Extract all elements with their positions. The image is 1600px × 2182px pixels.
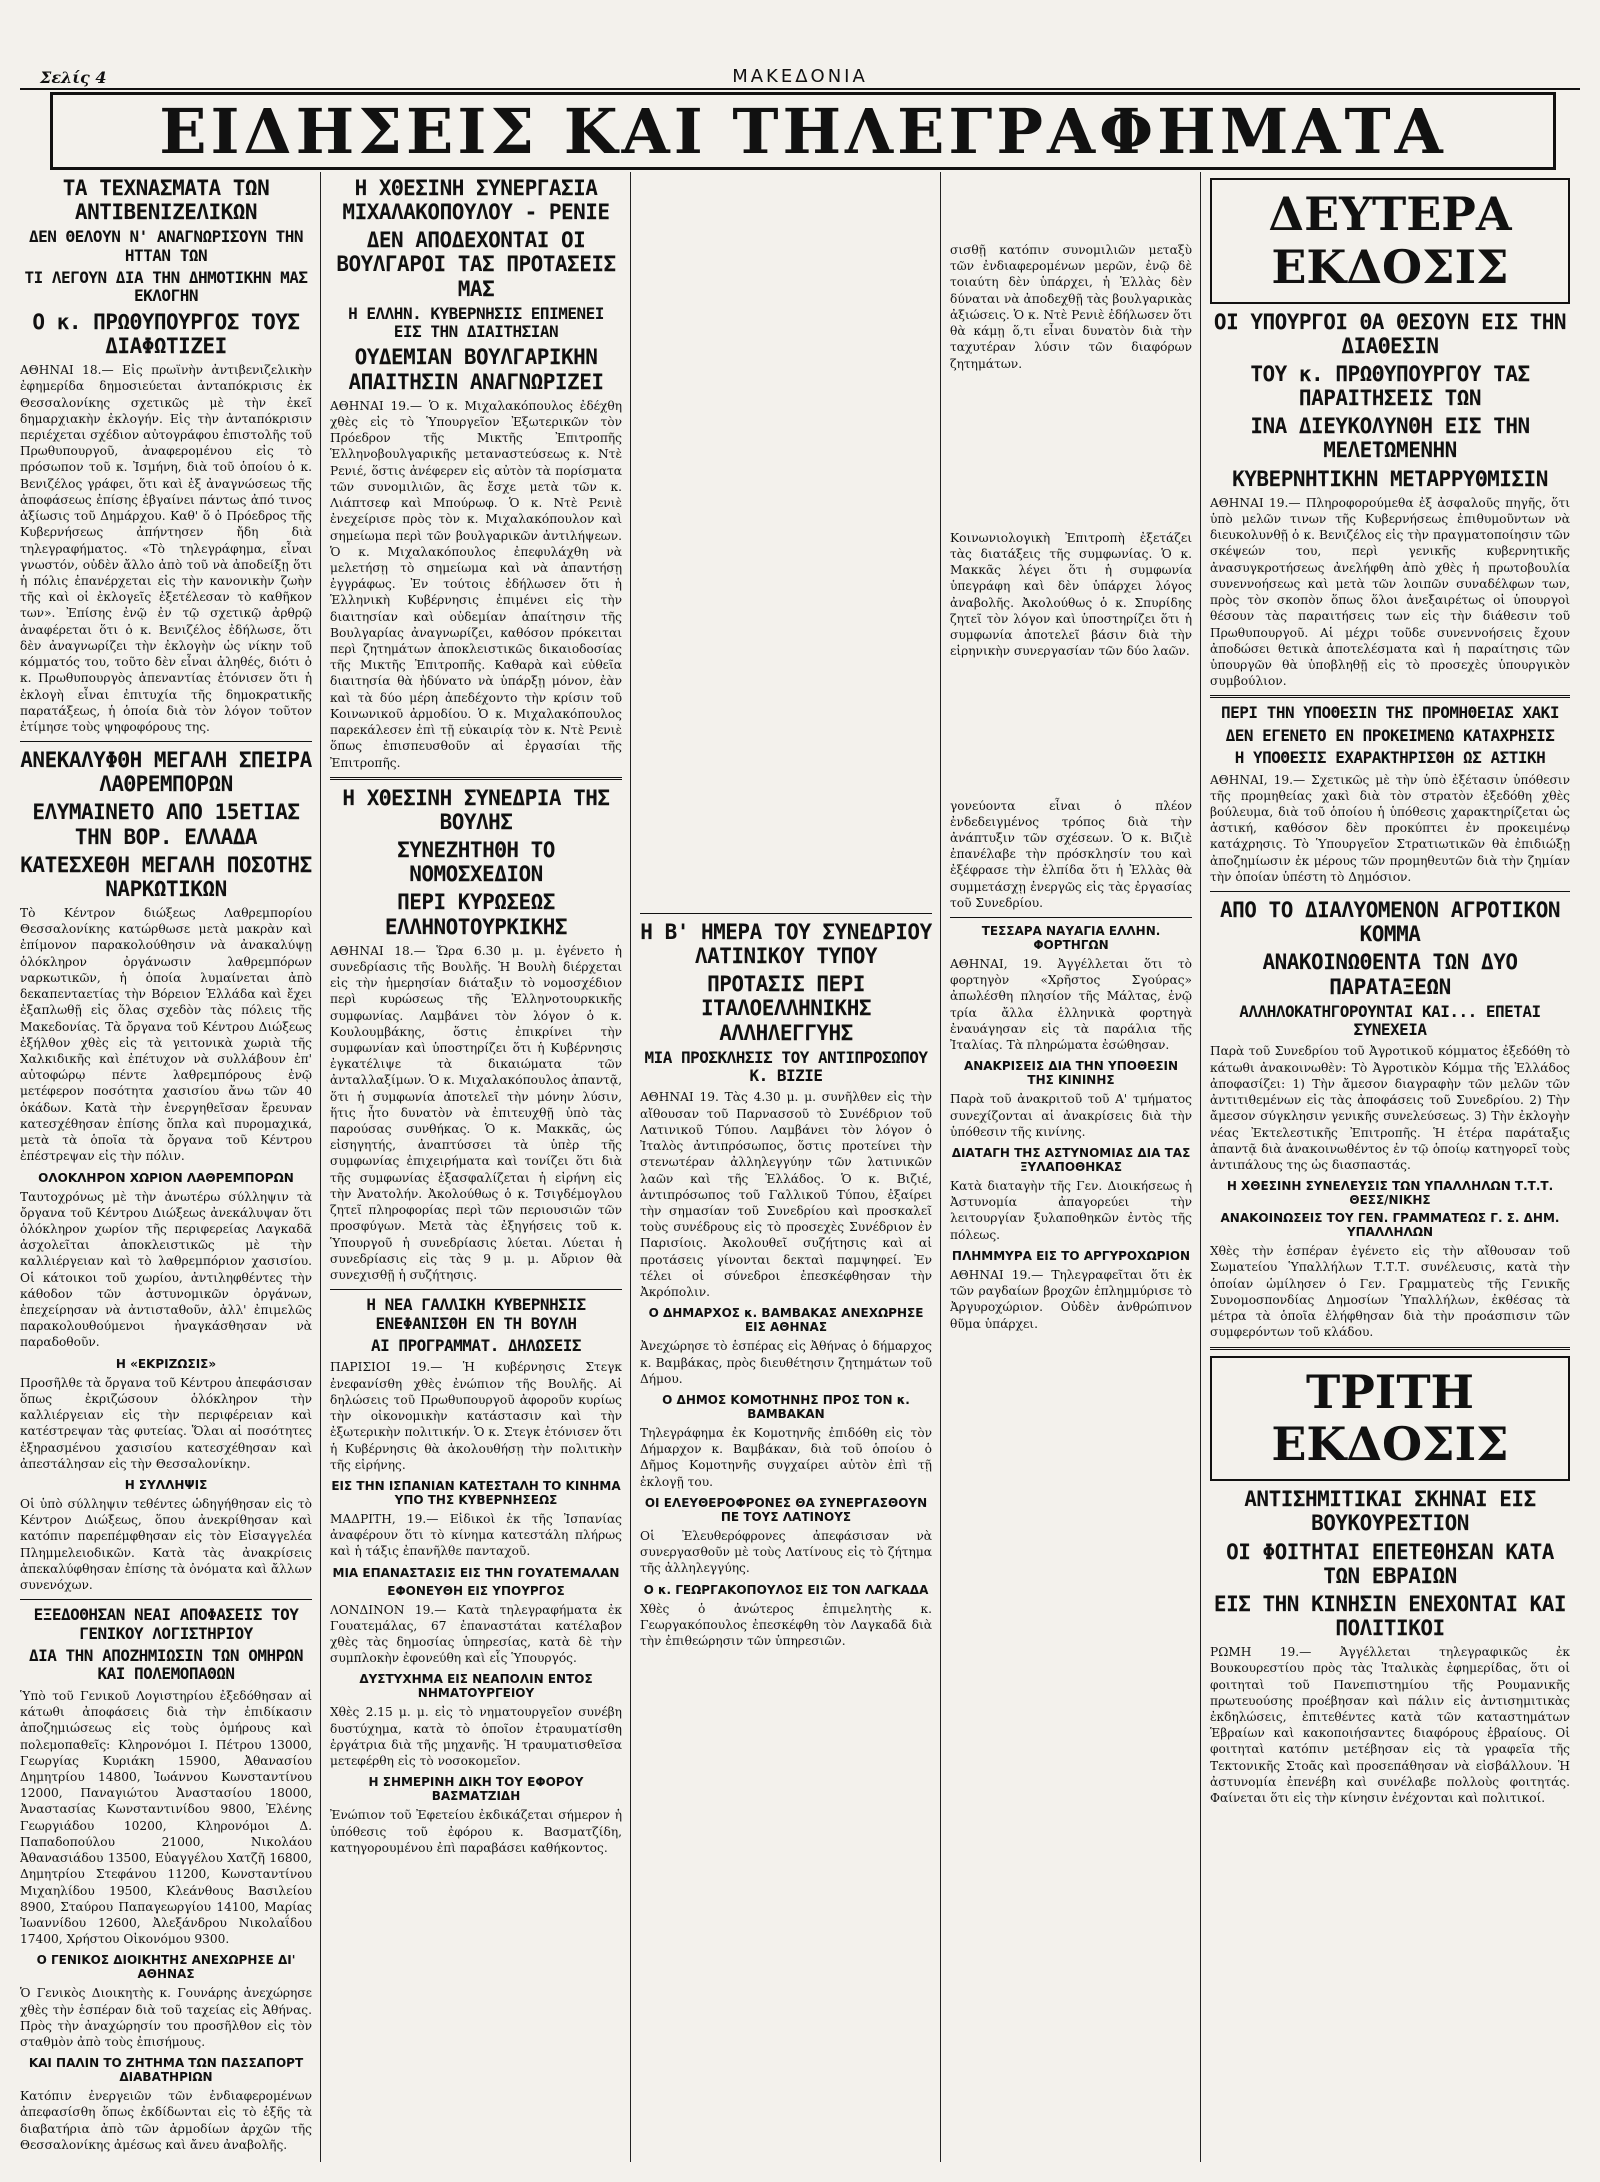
subheadline: Ο κ. ΠΡΩΘΥΠΟΥΡΓΟΣ ΤΟΥΣ ΔΙΑΦΩΤΙΖΕΙ xyxy=(32,309,300,358)
subheadline: ΣΥΝΕΖΗΤΗΘΗ ΤΟ ΝΟΜΟΣΧΕΔΙΟΝ xyxy=(397,838,555,887)
column-separator xyxy=(320,172,321,2162)
column-separator xyxy=(940,172,941,2162)
section-subhead: ΑΝΑΚΟΙΝΩΣΕΙΣ ΤΟΥ ΓΕΝ. ΓΡΑΜΜΑΤΕΩΣ Γ. Σ. ΔΗΜ. ΥΠΑΛΛΗΛΩΝ xyxy=(1220,1211,1560,1240)
column-1 xyxy=(20,172,312,2162)
article-divider xyxy=(20,1599,312,1600)
subheadline: ΠΡΟΤΑΣΙΣ ΠΕΡΙ ΙΤΑΛΟΕΛΛΗΝΙΚΗΣ ΑΛΛΗΛΕΓΓΥΗΣ xyxy=(700,972,871,1045)
article-smuggling-ring xyxy=(20,748,312,1593)
headline: ΑΠΟ ΤΟ ΔΙΑΛΥΟΜΕΝΟΝ ΑΓΡΟΤΙΚΟΝ ΚΟΜΜΑ xyxy=(1219,898,1560,947)
section-subhead: ΕΙΣ ΤΗΝ ΙΣΠΑΝΙΑΝ ΚΑΤΕΣΤΑΛΗ ΤΟ ΚΙΝΗΜΑ ΥΠΟ ΤΗΣ ΚΥΒΕΡΝΗΣΕΩΣ xyxy=(331,1478,621,1507)
article-body: Κατὰ διαταγὴν τῆς Γεν. Διοικήσεως ἡ Ἀστυνομία ἀπαγορεύει τὴν λειτουργίαν ξυλαποθηκῶν ἐντὸς τῆς πόλεως. xyxy=(950,1179,1192,1242)
article-body: ΑΘΗΝΑΙ 19.— Ὁ κ. Μιχαλακόπουλος ἐδέχθη χθὲς εἰς τὸ Ὑπουργεῖον Ἐξωτερικῶν τὸν Πρόεδρον τῆς Μικτῆς Ἐπιτροπῆς Ἑλληνοβουλγαρικῆς μεταναστεύσεως κ. Ντὲ Ρενιέ, ὅστις ἀνέφερεν εἰς αὐτὸν τὰ πορίσματα τῶν συνομιλιῶν, ἃς ἔσχε μετὰ τῶν κ. Λιάπτσεφ καὶ Μπούρωφ. Ὁ κ. Ντὲ Ρενιὲ ἐνεχείρισε πρὸς τὸν κ. Μιχαλακόπουλον καὶ σημείωμα περὶ τῶν βουλγαρικῶν ἀντιλήψεων. Ὁ κ. Μιχαλακόπουλος ἐπεφυλάχθη νὰ μελετήσῃ τὸ σημείωμα καὶ νὰ ἀπαντήσῃ ἐγγράφως. Ἐν τούτοις ἐδήλωσεν ὅτι ἡ Ἑλληνικὴ Κυβέρνησις ἐπιμένει εἰς τὴν διαιτησίαν καὶ οὐδεμίαν ἀπαίτησιν τῆς Βουλγαρίας ἀναγνωρίζει, καθόσον πρόκειται περὶ ζητημάτων ἀποκλειστικῶς δικαιοδοσίας τῆς Μικτῆς Ἐπιτροπῆς. Καθαρὰ καὶ εὐθεῖα διαιτησία θὰ ἠδύνατο νὰ ὑπάρξῃ μόνον, ἐὰν καὶ τὰ δύο μέρη ἀπεδέχοντο τὴν κρίσιν τοῦ Κοινωνικοῦ ἀρμοδίου. Ὁ κ. Μιχαλακόπουλος παρεκάλεσεν ἐπὶ τῇ εὐκαιρίᾳ τὸν κ. Ντὲ Ρενιὲ ὅπως ἐπισπευσθοῦν αἱ ἐργασίαι τῆς Ἐπιτροπῆς. xyxy=(330,398,622,770)
headline: Η ΝΕΑ ΓΑΛΛΙΚΗ ΚΥΒΕΡΝΗΣΙΣ ΕΝΕΦΑΝΙΣΘΗ ΕΝ ΤΗ ΒΟΥΛΗ xyxy=(366,1295,586,1333)
article-body: ΑΘΗΝΑΙ 18.— Ὥρα 6.30 μ. μ. ἐγένετο ἡ συνεδρίασις τῆς Βουλῆς. Ἡ Βουλὴ διέρχεται εἰς τὴν ἡμερησίαν διάταξιν τὸ νομοσχέδιον περὶ κυρώσεως τῆς Ἑλληνοτουρκικῆς συμφωνίας. Λαμβάνει τὸν λόγον ὁ κ. Κουλουμβάκης, ὅστις ἐπικρίνει τὴν συμφωνίαν καὶ ὑποστηρίζει ὅτι ἡ Κυβέρνησις ἐγκατέλιψε τὰ δικαιώματα τῶν ἀνταλλαξίμων. Ὁ κ. Μιχαλακόπουλος ἀπαντᾷ, ὅτι ἡ συμφωνία ἀποτελεῖ τὴν μόνην λύσιν, ἥτις ἦτο δυνατὸν νὰ ἐπιτευχθῇ ὑπὸ τὰς παρούσας συνθήκας. Ὁ κ. Μακκᾶς, ὡς εἰσηγητής, ἀναπτύσσει τὰ ὑπὲρ τῆς συμφωνίας ἐπιχειρήματα καὶ τονίζει ὅτι διὰ τῆς συμφωνίας ἐξασφαλίζεται ἡ εἰρήνη εἰς τὴν Ἀνατολήν. Ἀκολούθως ὁ κ. Τσιγδέμογλου ζητεῖ πληροφορίας περὶ τῶν περιουσιῶν τῶν προσφύγων. Μετὰ τὰς ἐξηγήσεις τοῦ κ. Ὑπουργοῦ ἡ συνεδρίασις λύεται. Λύεται ἡ συνεδρίασις εἰς τὰς 9 μ. μ. Αὔριον θὰ συνεχισθῇ ἡ συζήτησις. xyxy=(330,943,622,1283)
subheadline: ΜΙΑ ΠΡΟΣΚΛΗΣΙΣ ΤΟΥ ΑΝΤΙΠΡΟΣΩΠΟΥ Κ. ΒΙΖΙΕ xyxy=(644,1047,928,1086)
headline: ΠΕΡΙ ΤΗΝ ΥΠΟΘΕΣΙΝ ΤΗΣ ΠΡΟΜΗΘΕΙΑΣ ΧΑΚΙ xyxy=(1221,703,1559,723)
article-divider xyxy=(1210,695,1570,698)
article-divider xyxy=(330,777,622,780)
article-divider xyxy=(330,1289,622,1290)
section-subhead: Ο κ. ΓΕΩΡΓΑΚΟΠΟΥΛΟΣ ΕΙΣ ΤΟΝ ΛΑΓΚΑΔΑ xyxy=(643,1582,929,1597)
article-body: ΑΘΗΝΑΙ 19.— Τηλεγραφεῖται ὅτι ἐκ τῶν ραγδαίων βροχῶν ἐπλημμύρισε τὸ Ἀργυροχώριον. Οὐδὲν ἀνθρώπινον θῦμα ὑπάρχει. xyxy=(950,1267,1192,1331)
article-body: ΑΘΗΝΑΙ 19. Τὰς 4.30 μ. μ. συνῆλθεν εἰς τὴν αἴθουσαν τοῦ Παρνασσοῦ τὸ Συνέδριον τοῦ Λατινικοῦ Τύπου. Λαμβάνει τὸν λόγον ὁ Ἰταλὸς ἀντιπρόσωπος, ὅστις προτείνει τὴν στενωτέραν ἀλληλεγγύην τῶν λατινικῶν λαῶν καὶ τῆς Ἑλλάδος. Ὁ κ. Βιζιέ, ἀντιπρόσωπος τοῦ Γαλλικοῦ Τύπου, ἐξαίρει τὴν σημασίαν τοῦ Συνεδρίου καὶ προσκαλεῖ τοὺς συνέδρους εἰς τὸ προσεχὲς Συνέδριον ἐν Παρισίοις. Ἀκολουθεῖ συζήτησις καὶ αἱ προτάσεις γίνονται δεκταὶ παμψηφεί. Ἐν τέλει οἱ σύνεδροι ἐπεσκέφθησαν τὴν Ἀκρόπολιν. xyxy=(640,1090,932,1300)
article-divider xyxy=(640,913,932,914)
article-body: Τηλεγράφημα ἐκ Κομοτηνῆς ἐπιδόθη εἰς τὸν Δήμαρχον κ. Βαμβάκαν, διὰ τοῦ ὁποίου ὁ Δῆμος Κομοτηνῆς συγχαίρει αὐτὸν ἐπὶ τῇ ἐκλογῇ του. xyxy=(640,1425,932,1489)
headline: Η Β' ΗΜΕΡΑ ΤΟΥ ΣΥΝΕΔΡΙΟΥ ΛΑΤΙΝΙΚΟΥ ΤΥΠΟΥ xyxy=(640,920,932,969)
section-subhead: ΔΙΑΤΑΓΗ ΤΗΣ ΑΣΤΥΝΟΜΙΑΣ ΔΙΑ ΤΑΣ ΞΥΛΑΠΟΘΗΚΑΣ xyxy=(951,1146,1191,1174)
subheadline: ΔΕΝ ΑΠΟΔΕΧΟΝΤΑΙ ΟΙ ΒΟΥΛΓΑΡΟΙ ΤΑΣ ΠΡΟΤΑΣΕΙΣ ΜΑΣ xyxy=(336,228,616,301)
column-3 xyxy=(640,172,932,2162)
headline: ΟΙ ΥΠΟΥΡΓΟΙ ΘΑ ΘΕΣΟΥΝ ΕΙΣ ΤΗΝ ΔΙΑΘΕΣΙΝ xyxy=(1213,309,1567,358)
subheadline: ΕΙΣ ΤΗΝ ΚΙΝΗΣΙΝ ΕΝΕΧΟΝΤΑΙ ΚΑΙ ΠΟΛΙΤΙΚΟΙ xyxy=(1213,1591,1567,1640)
subheadline: ΔΕΝ ΕΓΕΝΕΤΟ ΕΝ ΠΡΟΚΕΙΜΕΝΩ ΚΑΤΑΧΡΗΣΙΣ xyxy=(1225,725,1555,745)
article-body: ΑΘΗΝΑΙ, 19.— Σχετικῶς μὲ τὴν ὑπὸ ἐξέτασιν ὑπόθεσιν τῆς προμηθείας χακὶ διὰ τὸν στρατὸν ἐξεδόθη χθὲς βούλευμα, διὰ τοῦ ὁποίου ἡ ὑπόθεσις χαρακτηρίζεται ὡς ἀστική, καθόσον δὲν προκύπτει ἐν προκειμένῳ κατάχρησις. Τὸ Ὑπουργεῖον Στρατιωτικῶν θὰ ἐπιδιώξῃ ἀποζημίωσιν ἐκ μέρους τῶν προμηθευτῶν διὰ τὴν ζημίαν τὴν ὁποίαν ὑπέστη τὸ Δημόσιον. xyxy=(1210,772,1570,884)
section-subhead: ΟΛΟΚΛΗΡΟΝ ΧΩΡΙΟΝ ΛΑΘΡΕΜΠΟΡΩΝ xyxy=(38,1170,294,1185)
headline: Η ΧΘΕΣΙΝΗ ΣΥΝΕΡΓΑΣΙΑ ΜΙΧΑΛΑΚΟΠΟΥΛΟΥ - ΡΕΝΙΕ xyxy=(342,176,610,225)
article-parliament-session xyxy=(330,786,622,1283)
headline: ΑΝΤΙΣΗΜΙΤΙΚΑΙ ΣΚΗΝΑΙ ΕΙΣ ΒΟΥΚΟΥΡΕΣΤΙΟΝ xyxy=(1244,1487,1536,1536)
article-body: ΑΘΗΝΑΙ 18.— Εἰς πρωϊνὴν ἀντιβενιζελικὴν ἐφημερίδα δημοσιεύεται ἀνταπόκρισις ἐκ Θεσσαλονίκης σχετικῶς μὲ τὴν ἐκεῖ δημαρχιακὴν ἐκλογήν. Εἰς τὴν ἀνταπόκρισιν περιέχεται σχέδιον αὐτογράφου ἐπιστολῆς τοῦ Πρωθυπουργοῦ, ἀναφερομένου εἰς τὸ πρόσωπον τοῦ κ. Ἰσμήνη, διὰ τοῦ ὁποίου ὁ κ. Βενιζέλος γράφει, ὅτι καὶ ἐξ ἀναγνώσεως τῆς ἀποφάσεως ἐπίσης ἐβγαίνει πάντως ἀπό τινος ἀξίωσις τοῦ Δημάρχου. Καθ' ὅ ὁ Πρόεδρος τῆς Κυβερνήσεως ἀπήντησεν ἤδη διὰ τηλεγραφήματος. «Τὸ τηλεγράφημα, εἶναι γνωστόν, οὐδὲν ἄλλο ἀπὸ τοῦ νὰ ἀποδείξῃ ὅτι ἡ πόλις ἐπανέρχεται εἰς τὴν κανονικὴν ζωὴν τῆς καὶ οἱ ἐκλογεῖς ἐξετέλεσαν τὸ καθῆκον των». Ἐπίσης ἐνῷ ἐν τῷ σχετικῷ ἀρθρῷ ἀναφέρεται ὅτι ὁ κ. Βενιζέλος ἐδήλωσε, ὅτι δὲν ἀναγνωρίζει τὴν ἐκλογὴν ὡς νίκην τοῦ κόμματός του, τοῦτο δὲν εἶναι ἀληθές, διότι ὁ κ. Πρωθυπουργὸς ἀπεναντίας ἐτόνισεν ὅτι ἡ ἐκλογὴ εἶναι ἐπιτυχία τῆς δημοκρατικῆς παρατάξεως, ἡ ὁποία διὰ τὸν λόγον τοῦτον ἐτίμησε τοὺς ψηφοφόρους της. xyxy=(20,363,312,734)
section-subhead: Η ΣΗΜΕΡΙΝΗ ΔΙΚΗ ΤΟΥ ΕΦΟΡΟΥ ΒΑΣΜΑΤΖΙΔΗ xyxy=(368,1775,584,1804)
headline: ΑΝΕΚΑΛΥΦΘΗ ΜΕΓΑΛΗ ΣΠΕΙΡΑ ΛΑΘΡΕΜΠΟΡΩΝ xyxy=(20,748,312,797)
column-4 xyxy=(950,172,1192,2162)
article-michalakopoulos-renie xyxy=(330,176,622,771)
column-separator xyxy=(1200,172,1201,2162)
article-body: Ἀνεχώρησε τὸ ἑσπέρας εἰς Ἀθήνας ὁ δήμαρχος κ. Βαμβάκας, πρὸς διευθέτησιν ζητημάτων τοῦ Δήμου. xyxy=(640,1339,932,1386)
subheadline: ΚΥΒΕΡΝΗΤΙΚΗΝ ΜΕΤΑΡΡΥΘΜΙΣΙΝ xyxy=(1232,466,1548,491)
page-number: Σελίς 4 xyxy=(40,68,107,87)
article-continuation: γονεύοντα εἶναι ὁ πλέον ἐνδεδειγμένος τρόπος διὰ τὴν ἀνάπτυξιν τῶν σχέσεων. Ὁ κ. Βιζιὲ ἐπανέλαβε τὴν πρόσκλησίν του καὶ ἐξέφρασε τὴν ἐλπίδα ὅτι ἡ Ἑλλὰς θὰ συμμετάσχῃ ἐνεργῶς εἰς τὰς ἐργασίας τοῦ Συνεδρίου. xyxy=(950,798,1192,910)
article-body: ΡΩΜΗ 19.— Ἀγγέλλεται τηλεγραφικῶς ἐκ Βουκουρεστίου πρὸς τὰς Ἰταλικὰς ἐφημερίδας, ὅτι οἱ φοιτηταὶ τοῦ Πανεπιστημίου τῆς Ρουμανικῆς πρωτευούσης προέβησαν καὶ πάλιν εἰς ἀντισημιτικὰς ἐκδηλώσεις, ἐπιτεθέντες κατὰ τῶν καταστημάτων Ἑβραίων καὶ κακοποιήσαντες διαφόρους ἑβραίους. Οἱ φοιτηταὶ κατόπιν μετέβησαν εἰς τὰ γραφεῖα τῆς Τεκτονικῆς Στοᾶς καὶ προσεπάθησαν νὰ εἰσβάλλουν. Ἡ ἀστυνομία ἐπενέβη καὶ συνέλαβε πολλοὺς φοιτητάς. Φαίνεται ὅτι εἰς τὴν κίνησιν ἐνέχονται καὶ πολιτικοί. xyxy=(1210,1645,1570,1806)
article-body: Παρὰ τοῦ Συνεδρίου τοῦ Ἀγροτικοῦ κόμματος ἐξεδόθη τὸ κάτωθι ἀνακοινωθὲν: Τὸ Ἀγροτικὸν Κόμμα τῆς Ἑλλάδος ἀποφασίζει: 1) Τὴν ἄμεσον διαγραφὴν τῶν μελῶν τῶν ἀντιτιθεμένων εἰς τὰς ἀποφάσεις τοῦ Συνεδρίου. 2) Τὴν ἄμεσον σύγκλησιν γενικῆς συνελεύσεως. 3) Τὴν ἐκλογὴν νέας Ἐκτελεστικῆς Ἐπιτροπῆς. Ἡ ἑτέρα παράταξις ἀπαντᾷ διὰ ἀνακοινωθέντος ἐν τῷ ὁποίῳ κατηγορεῖ τοὺς ἀντιπάλους της ὡς διασπαστάς. xyxy=(1210,1044,1570,1172)
edition-box xyxy=(1210,178,1570,304)
article-body: Τὸ Κέντρον διώξεως Λαθρεμπορίου Θεσσαλονίκης κατώρθωσε μετὰ μακρὰν καὶ ἐπίμονον παρακολούθησιν νὰ ἀνακαλύψῃ ὁλόκληρον ὀργάνωσιν λαθρεμπόρων ναρκωτικῶν, ἡ ὁποία λυμαίνεται ἀπὸ δεκαπενταετίας τὴν Βόρειον Ἑλλάδα καὶ ἔχει ἐξαπλωθῇ εἰς ὅλας σχεδὸν τὰς πόλεις τῆς Μακεδονίας. Τὰ ὄργανα τοῦ Κέντρου Διώξεως ἐξήλθον χθὲς εἰς τὰ γειτονικὰ χωριὰ τῆς Χαλκιδικῆς καὶ ἐπέτυχον νὰ συλλάβουν ἐπ' αὐτοφώρῳ πέντε λαθρεμπόρους ἐνῷ μετέφερον ποσότητα χασισίου ἄνω τῶν 40 ὀκάδων. Κατὰ τὴν ἐνεργηθεῖσαν ἔρευναν κατεσχέθησαν ἐπίσης ὅπλα καὶ πυρομαχικά, μετὰ τὰ ὁποῖα τὰ ὄργανα τοῦ Κέντρου ἐπέστρεψαν εἰς τὴν πόλιν. xyxy=(20,906,312,1164)
subheadline: Η ΥΠΟΘΕΣΙΣ ΕΧΑΡΑΚΤΗΡΙΣΘΗ ΩΣ ΑΣΤΙΚΗ xyxy=(1234,748,1546,768)
article-divider xyxy=(1210,891,1570,892)
headline: ΤΑ ΤΕΧΝΑΣΜΑΤΑ ΤΩΝ ΑΝΤΙΒΕΝΙΖΕΛΙΚΩΝ xyxy=(62,176,270,225)
article-divider xyxy=(1210,1347,1570,1350)
subheadline: ΔΕΝ ΘΕΛΟΥΝ Ν' ΑΝΑΓΝΩΡΙΣΟΥΝ ΤΗΝ ΗΤΤΑΝ ΤΩΝ xyxy=(29,227,303,265)
section-banner xyxy=(50,92,1556,170)
article-khaki-supply xyxy=(1210,704,1570,885)
subheadline: ΚΑΤΕΣΧΕΘΗ ΜΕΓΑΛΗ ΠΟΣΟΤΗΣ ΝΑΡΚΩΤΙΚΩΝ xyxy=(20,852,312,901)
article-french-government xyxy=(330,1296,622,1856)
headline-span-spacer xyxy=(950,378,1192,528)
subheadline: ΤΙ ΛΕΓΟΥΝ ΔΙΑ ΤΗΝ ΔΗΜΟΤΙΚΗΝ ΜΑΣ ΕΚΛΟΓΗΝ xyxy=(24,268,308,306)
article-continuation: σισθῇ κατόπιν συνομιλιῶν μεταξὺ τῶν ἐνδιαφερομένων μερῶν, ἐνῷ δὲ τοιαύτη δὲν ὑπάρχει, ἡ Ἑλλὰς δὲν δύναται νὰ ἀποδεχθῇ τὰς βουλγαρικὰς ἀξιώσεις. Ὁ κ. Ντὲ Ρενιὲ ἐδήλωσεν ὅτι θὰ κάμῃ ὅ,τι εἶναι δυνατὸν διὰ τὴν ταχυτέραν λύσιν τῶν διαφόρων ζητημάτων. xyxy=(950,243,1192,371)
section-subhead: Ο ΔΗΜΑΡΧΟΣ κ. ΒΑΜΒΑΚΑΣ ΑΝΕΧΩΡΗΣΕ ΕΙΣ ΑΘΗΝΑΣ xyxy=(648,1306,924,1335)
headline-span-spacer xyxy=(950,666,1192,796)
article-body: Χθὲς 2.15 μ. μ. εἰς τὸ νηματουργεῖον συνέβη δυστύχημα, κατὰ τὸ ὁποῖον ἐτραυματίσθη ἐργάτρια διὰ τῆς μηχανῆς. Ἡ τραυματισθεῖσα μετεφέρθη εἰς τὸ νοσοκομεῖον. xyxy=(330,1705,622,1769)
edition-title: ΔΕΥΤΕΡΑ ΕΚΔΟΣΙΣ xyxy=(1268,187,1512,294)
section-subhead: ΑΝΑΚΡΙΣΕΙΣ ΔΙΑ ΤΗΝ ΥΠΟΘΕΣΙΝ ΤΗΣ ΚΙΝΙΝΗΣ xyxy=(963,1059,1179,1088)
section-subhead: ΤΕΣΣΑΡΑ ΝΑΥΑΓΙΑ ΕΛΛΗΝ. ΦΟΡΤΗΓΩΝ xyxy=(981,924,1161,953)
section-title: ΕΙΔΗΣΕΙΣ ΚΑΙ ΤΗΛΕΓΡΑΦΗΜΑΤΑ xyxy=(159,94,1447,168)
subheadline: Η ΕΛΛΗΝ. ΚΥΒΕΡΝΗΣΙΣ ΕΠΙΜΕΝΕΙ ΕΙΣ ΤΗΝ ΔΙΑΙΤΗΣΙΑΝ xyxy=(348,303,604,342)
article-body: Κατόπιν ἐνεργειῶν τῶν ἐνδιαφερομένων ἀπεφασίσθη ὅπως ἐκδίδωνται εἰς τὸ ἑξῆς τὰ διαβατήρια ἀπὸ τῶν ἀρμοδίων ἀρχῶν τῆς Θεσσαλονίκης ἀμέσως καὶ ἄνευ ἀναβολῆς. xyxy=(20,2089,312,2152)
article-second-edition xyxy=(1210,178,1570,689)
article-body: Οἱ ὑπὸ σύλληψιν τεθέντες ὡδηγήθησαν εἰς τὸ Κέντρον Διώξεως, ὅπου ἀνεκρίθησαν καὶ κατόπιν παρεπέμφθησαν εἰς τὸν Εἰσαγγελέα Πλημμελειοδικῶν. Κατὰ τὰς ἀνακρίσεις ἀπεκαλύφθησαν ἐπίσης τὰ ὀνόματα καὶ ἄλλων συνενόχων. xyxy=(20,1497,312,1593)
subheadline: ΟΥΔΕΜΙΑΝ ΒΟΥΛΓΑΡΙΚΗΝ ΑΠΑΙΤΗΣΙΝ ΑΝΑΓΝΩΡΙΖΕΙ xyxy=(348,345,604,394)
article-continuation: Κοινωνιολογικὴ Ἐπιτροπὴ ἐξετάζει τὰς διατάξεις τῆς συμφωνίας. Ὁ κ. Μακκᾶς λέγει ὅτι ἡ συμφωνία ὑπεγράφη καὶ δὲν ὑπάρχει λόγος ἀναβολῆς. Ἀκολούθως ὁ κ. Σπυρίδης ζητεῖ τὸν λόγον καὶ ὑποστηρίζει ὅτι ἡ συμφωνία ἀποτελεῖ βάσιν διὰ τὴν εἰρηνικὴν συνεργασίαν τῶν δύο λαῶν. xyxy=(950,530,1192,659)
article-body: ΑΘΗΝΑΙ 19.— Πληροφορούμεθα ἐξ ἀσφαλοῦς πηγῆς, ὅτι ὑπὸ μελῶν τινων τῆς Κυβερνήσεως ἐπιθυμοῦντων νὰ διευκολυνθῇ ὁ κ. Βενιζέλος εἰς τὴν πραγματοποίησιν τῶν σκέψεών του, περὶ γενικῆς κυβερνητικῆς ἀνασυγκροτήσεως ἀνελήφθη ἀπὸ χθὲς ἡ πρωτοβουλία συνεννοήσεως καὶ μετὰ τῶν λοιπῶν συναδέλφων των, πρὸς τὸν σκοπὸν ὅπως ὅλοι ἀνεξαιρέτως οἱ ὑπουργοὶ θέσουν τὰς παραιτήσεις των εἰς τὴν διάθεσιν τοῦ Πρωθυπουργοῦ. Αἱ μέχρι τοῦδε συνεννοήσεις ἔχουν ἀποδώσει θετικὰ ἀποτελέσματα καὶ ἡ παραίτησις τῶν ὑπουργῶν θὰ ὑποβληθῇ εἰς τὸ προσεχὲς ὑπουργικὸν συμβούλιον. xyxy=(1210,495,1570,689)
section-subhead: ΔΥΣΤΥΧΗΜΑ ΕΙΣ ΝΕΑΠΟΛΙΝ ΕΝΤΟΣ ΝΗΜΑΤΟΥΡΓΕΙΟΥ xyxy=(359,1672,593,1701)
article-compensation xyxy=(20,1606,312,2153)
article-divider xyxy=(950,917,1192,918)
top-rule xyxy=(20,88,1580,90)
section-subhead: ΟΙ ΕΛΕΥΘΕΡΟΦΡΟΝΕΣ ΘΑ ΣΥΝΕΡΓΑΣΘΟΥΝ ΠΕ ΤΟΥΣ ΛΑΤΙΝΟΥΣ xyxy=(644,1495,928,1524)
article-body: ΛΟΝΔΙΝΟΝ 19.— Κατὰ τηλεγραφήματα ἐκ Γουατεμάλας, 67 ἐπαναστάται κατέλαβον χθὲς τὰς δημοσίας ὑπηρεσίας, κατὰ δὲ τὴν συμπλοκὴν ἐφονεύθη καὶ εἷς Ὑπουργός. xyxy=(330,1602,622,1666)
article-body: ΑΘΗΝΑΙ, 19. Ἀγγέλλεται ὅτι τὸ φορτηγὸν «Χρῆστος Σγούρας» ἀπωλέσθη πλησίον τῆς Μάλτας, ἐνῷ τρία ἄλλα ἑλληνικὰ φορτηγὰ ἐναυάγησαν εἰς τὰ παράλια τῆς Ἰταλίας. Τὰ πληρώματα ἐσώθησαν. xyxy=(950,957,1192,1053)
headline: Η ΧΘΕΣΙΝΗ ΣΥΝΕΔΡΙΑ ΤΗΣ ΒΟΥΛΗΣ xyxy=(342,785,610,834)
article-body: ΠΑΡΙΣΙΟΙ 19.— Ἡ κυβέρνησις Στεγκ ἐνεφανίσθη χθὲς ἐνώπιον τῆς Βουλῆς. Αἱ δηλώσεις τοῦ Πρωθυπουργοῦ ἀφοροῦν κυρίως τὴν οἰκονομικὴν κατάστασιν καὶ τὴν ἐξωτερικὴν πολιτικήν. Ὁ κ. Στεγκ ἐτόνισεν ὅτι ἡ Κυβέρνησις θὰ ἀκολουθήσῃ τὴν πολιτικὴν τῆς εἰρήνης. xyxy=(330,1360,622,1472)
section-subhead: ΚΑΙ ΠΑΛΙΝ ΤΟ ΖΗΤΗΜΑ ΤΩΝ ΠΑΣΣΑΠΟΡΤ ΔΙΑΒΑΤΗΡΙΩΝ xyxy=(28,2056,304,2085)
section-subhead: Ο ΔΗΜΟΣ ΚΟΜΟΤΗΝΗΣ ΠΡΟΣ ΤΟΝ κ. ΒΑΜΒΑΚΑΝ xyxy=(662,1392,910,1421)
headline-span-spacer xyxy=(950,172,1192,240)
section-subhead: Η ΣΥΛΛΗΨΙΣ xyxy=(124,1478,208,1492)
edition-title: ΤΡΙΤΗ ΕΚΔΟΣΙΣ xyxy=(1271,1364,1509,1472)
section-subhead: Η «ΕΚΡΙΖΩΣΙΣ» xyxy=(115,1356,217,1371)
subheadline: ΕΛΥΜΑΙΝΕΤΟ ΑΠΟ 15ΕΤΙΑΣ ΤΗΝ ΒΟΡ. ΕΛΛΑΔΑ xyxy=(32,800,300,849)
newspaper-name: ΜΑΚΕΔΟΝΙΑ xyxy=(732,66,868,87)
article-body: Προσῆλθε τὰ ὄργανα τοῦ Κέντρου ἀπεφάσισαν ὅπως ἐκριζώσουν ὁλόκληρον τὴν καλλιέργειαν εἰς τὴν περιφέρειαν καὶ κατέστρεψαν τὰς φυτείας. Ὅλαι αἱ ποσότητες ἐξηρασμένου χασισίου κατεσχέθησαν καὶ ἀπεστάλησαν εἰς τὴν Θεσσαλονίκην. xyxy=(20,1375,312,1471)
article-body: Ὁ Γενικὸς Διοικητὴς κ. Γουνάρης ἀνεχώρησε χθὲς τὴν ἑσπέραν διὰ τοῦ ταχείας εἰς Ἀθήνας. Πρὸς τὴν ἀναχώρησίν του προσῆλθον εἰς τὸν σταθμὸν ἀπὸ τοὺς ἐπισήμους. xyxy=(20,1986,312,2050)
article-antivenizelists xyxy=(20,176,312,735)
article-divider xyxy=(20,741,312,742)
article-agrarian-party xyxy=(1210,898,1570,1340)
section-subhead: Η ΧΘΕΣΙΝΗ ΣΥΝΕΛΕΥΣΙΣ ΤΩΝ ΥΠΑΛΛΗΛΩΝ Τ.Τ.Τ. ΘΕΣΣ/ΝΙΚΗΣ xyxy=(1226,1179,1554,1208)
edition-box xyxy=(1210,1356,1570,1482)
section-subhead: Ο ΓΕΝΙΚΟΣ ΔΙΟΙΚΗΤΗΣ ΑΝΕΧΩΡΗΣΕ ΔΙ' ΑΘΗΝΑΣ xyxy=(36,1953,296,1982)
column-2 xyxy=(330,172,622,2162)
subheadline: ΑΝΑΚΟΙΝΩΘΕΝΤΑ ΤΩΝ ΔΥΟ ΠΑΡΑΤΑΞΕΩΝ xyxy=(1262,950,1518,999)
subheadline: ΠΕΡΙ ΚΥΡΩΣΕΩΣ ΕΛΛΗΝΟΤΟΥΡΚΙΚΗΣ xyxy=(384,890,568,939)
article-third-edition xyxy=(1210,1356,1570,1807)
article-body: ΜΑΔΡΙΤΗ, 19.— Εἰδικοὶ ἐκ τῆς Ἰσπανίας ἀναφέρουν ὅτι τὸ κίνημα κατεστάλη πλήρως καὶ ἡ τάξις ἐπανῆλθε πανταχοῦ. xyxy=(330,1511,622,1559)
article-body: Ταυτοχρόνως μὲ τὴν ἀνωτέρω σύλληψιν τὰ ὄργανα τοῦ Κέντρου Διώξεως ἀνεκάλυψαν ὅτι ὁλόκληρον χωρίον τῆς περιφερείας Λαγκαδᾶ ἀσχολεῖται ἀποκλειστικῶς μὲ τὴν καλλιέργειαν καὶ τὸ λαθρεμπόριον χασισίου. Οἱ κάτοικοι τοῦ χωρίου, ἀντιληφθέντες τὴν κάθοδον τῶν ἀστυνομικῶν ὀργάνων, ἐπεχείρησαν νὰ ἀντισταθοῦν, ἀλλ' ἐπιμελῶς παρακολουθούμενοι ἠναγκάσθησαν νὰ παραδοθοῦν. xyxy=(20,1189,312,1350)
headline: ΕΞΕΔΟΘΗΣΑΝ ΝΕΑΙ ΑΠΟΦΑΣΕΙΣ ΤΟΥ ΓΕΝΙΚΟΥ ΛΟΓΙΣΤΗΡΙΟΥ xyxy=(33,1605,299,1643)
subheadline: ΔΙΑ ΤΗΝ ΑΠΟΖΗΜΙΩΣΙΝ ΤΩΝ ΟΜΗΡΩΝ ΚΑΙ ΠΟΛΕΜΟΠΑΘΩΝ xyxy=(29,1646,303,1684)
article-body: Παρὰ τοῦ ἀνακριτοῦ τοῦ Α' τμήματος συνεχίζονται αἱ ἀνακρίσεις διὰ τὴν ὑπόθεσιν τῆς κινίνης. xyxy=(950,1092,1192,1139)
subheadline: ΑΙ ΠΡΟΓΡΑΜΜΑΤ. ΔΗΛΩΣΕΙΣ xyxy=(370,1336,582,1356)
subheadline: ΤΟΥ κ. ΠΡΩΘΥΠΟΥΡΓΟΥ ΤΑΣ ΠΑΡΑΙΤΗΣΕΙΣ ΤΩΝ xyxy=(1250,362,1530,411)
subheadline: ΙΝΑ ΔΙΕΥΚΟΛΥΝΘΗ ΕΙΣ ΤΗΝ ΜΕΛΕΤΩΜΕΝΗΝ xyxy=(1250,414,1530,463)
subheadline: ΑΛΛΗΛΟΚΑΤΗΓΟΡΟΥΝΤΑΙ ΚΑΙ... ΕΠΕΤΑΙ ΣΥΝΕΧΕΙΑ xyxy=(1239,1001,1541,1040)
article-body: Ἐνώπιον τοῦ Ἐφετείου ἐκδικάζεται σήμερον ἡ ὑπόθεσις τοῦ ἐφόρου κ. Βασματζίδη, κατηγορουμένου ἐπὶ παραβάσει καθήκοντος. xyxy=(330,1808,622,1855)
article-latin-press-congress xyxy=(640,920,932,1649)
column-separator xyxy=(630,172,631,2162)
section-subhead: ΜΙΑ ΕΠΑΝΑΣΤΑΣΙΣ ΕΙΣ ΤΗΝ ΓΟΥΑΤΕΜΑΛΑΝ xyxy=(332,1565,620,1580)
section-subhead: ΠΛΗΜΜΥΡΑ ΕΙΣ ΤΟ ΑΡΓΥΡΟΧΩΡΙΟΝ xyxy=(951,1248,1191,1263)
article-body: Χθὲς ὁ ἀνώτερος ἐπιμελητὴς κ. Γεωργακόπουλος ἐπεσκέφθη τὸν Λαγκαδᾶ διὰ τὴν ἐπιθεώρησιν τῶν ὑπηρεσιῶν. xyxy=(640,1601,932,1648)
subheadline: ΟΙ ΦΟΙΤΗΤΑΙ ΕΠΕΤΕΘΗΣΑΝ ΚΑΤΑ ΤΩΝ ΕΒΡΑΙΩΝ xyxy=(1226,1539,1554,1588)
column-5 xyxy=(1210,172,1570,2162)
article-body: Οἱ Ἐλευθερόφρονες ἀπεφάσισαν νὰ συνεργασθοῦν μὲ τοὺς Λατίνους εἰς τὸ ζήτημα τῆς ἀλληλεγγύης. xyxy=(640,1528,932,1576)
column-3-top-continuation xyxy=(640,172,932,907)
article-body: Ὑπὸ τοῦ Γενικοῦ Λογιστηρίου ἐξεδόθησαν αἱ κάτωθι ἀποφάσεις διὰ τὴν ἐπιδίκασιν ἀποζημιώσεως εἰς τοὺς ὁμήρους καὶ πολεμοπαθεῖς: Κληρονόμοι Ι. Πέτρου 13000, Γεωργίας Κυριάκη 15900, Ἀθανασίου Δημητρίου 14800, Ἰωάννου Κωνσταντίνου 12000, Παναγιώτου Ἀναστασίου 18000, Ἀναστασίας Κωνσταντινίδου 9800, Ἐλένης Γεωργιάδου 10200, Κληρονόμοι Δ. Παπαδοπούλου 21000, Νικολάου Ἀθανασιάδου 13500, Εὐαγγέλου Χατζῆ 16800, Δημητρίου Στεφάνου 11200, Κωνσταντίνου Μιχαηλίδου 19500, Κλεάνθους Βασιλείου 8900, Σταύρου Παπαγεωργίου 14100, Μαρίας Ἰωαννίδου 12600, Ἀλεξάνδρου Νικολαΐδου 17400, Χρήστου Οἰκονόμου 9300. xyxy=(20,1688,312,1947)
section-subhead: ΕΦΟΝΕΥΘΗ ΕΙΣ ΥΠΟΥΡΓΟΣ xyxy=(387,1583,565,1598)
article-body: Χθὲς τὴν ἑσπέραν ἐγένετο εἰς τὴν αἴθουσαν τοῦ Σωματείου Ὑπαλλήλων Τ.Τ.Τ. συνέλευσις, κατὰ τὴν ὁποίαν ὡμίλησεν ὁ Γεν. Γραμματεὺς τῆς Γενικῆς Συνομοσπονδίας Δημοσίων Ὑπαλλήλων, ἐκθέσας τὰ μέτρα τὰ ὁποῖα ἐλήφθησαν διὰ τὴν προάσπισιν τῶν συμφερόντων τοῦ κλάδου. xyxy=(1210,1244,1570,1340)
